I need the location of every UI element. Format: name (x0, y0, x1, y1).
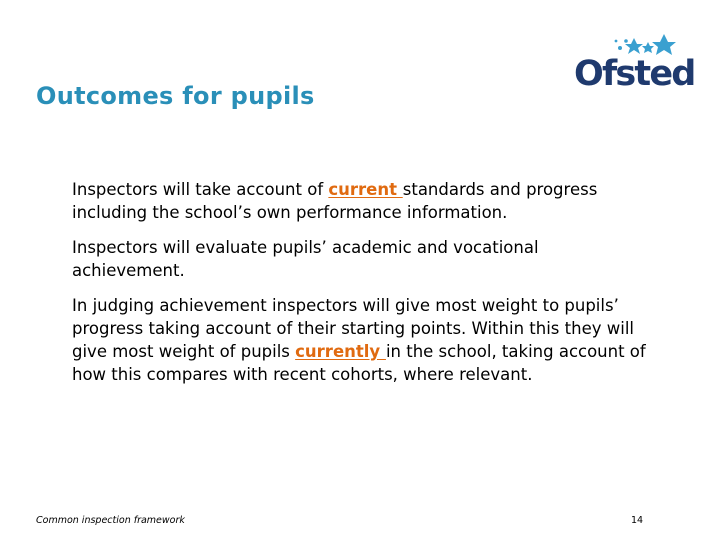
ofsted-logo (570, 32, 695, 94)
text-segment: in the school, taking account of how this compares with recent cohorts, where relevant. (72, 342, 646, 384)
slide-title: Outcomes for pupils (36, 82, 315, 110)
body-text (72, 178, 652, 398)
page-number: 14 (631, 515, 644, 526)
highlighted-word: currently (295, 342, 386, 361)
text-segment: Inspectors will take account of (72, 180, 329, 199)
text-segment: standards and progress including the school’s own performance information. (72, 180, 598, 222)
footer-caption: Common inspection framework (36, 515, 185, 526)
highlighted-word: current (328, 180, 403, 199)
paragraph (72, 236, 652, 282)
text-segment: Inspectors will evaluate pupils’ academic and vocational achievement. (72, 238, 539, 280)
paragraph (72, 294, 652, 386)
text-segment: In judging achievement inspectors will give most weight to pupils’ progress taking account of their starting points. Within this they will give most weight of pupils (72, 296, 634, 361)
paragraph (72, 178, 652, 224)
ofsted-wordmark: Ofsted (574, 54, 695, 94)
